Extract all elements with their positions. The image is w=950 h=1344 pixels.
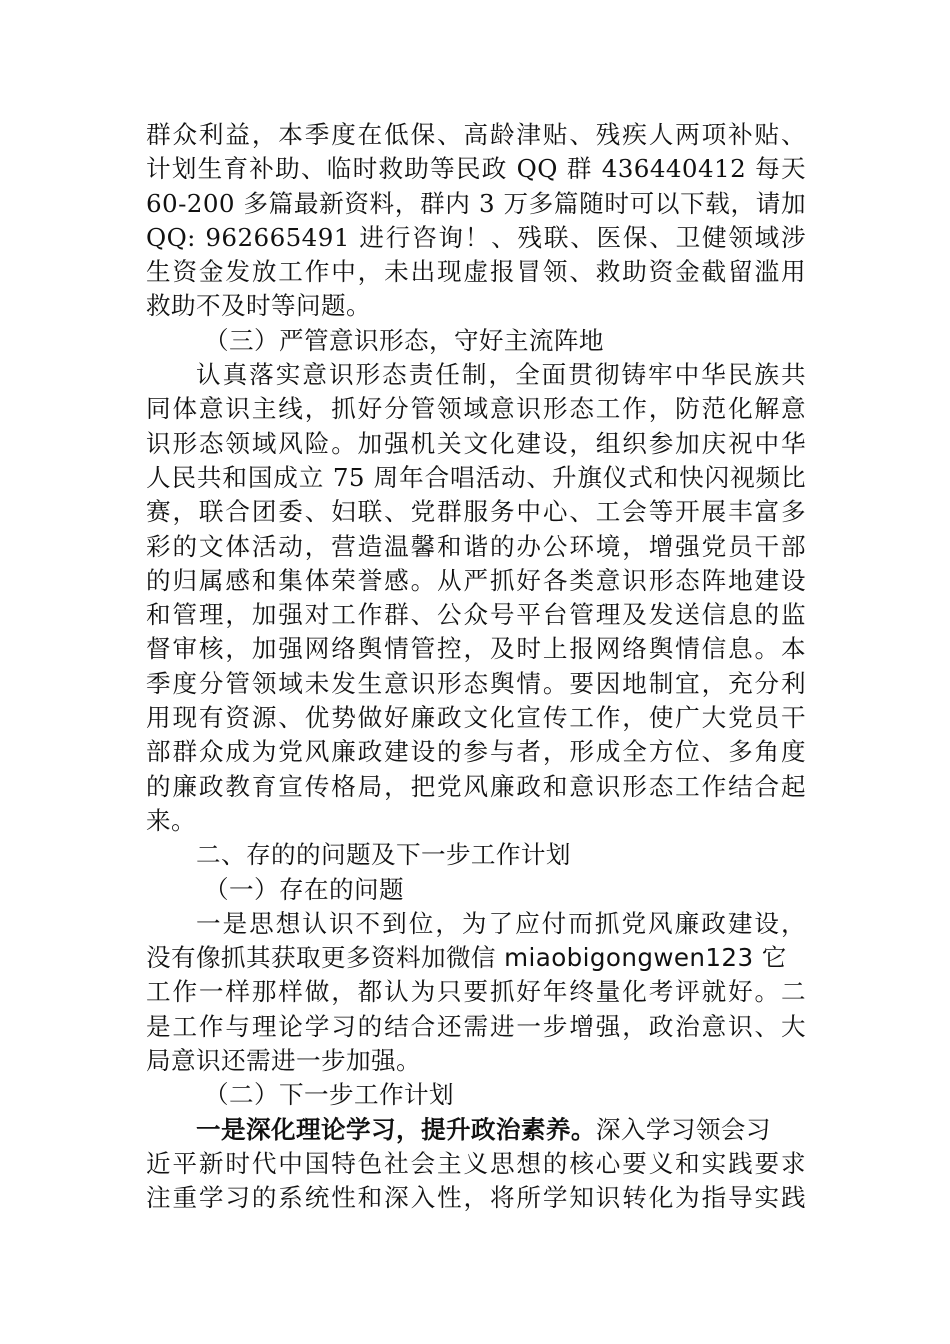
text-line-bold-lead (146, 1113, 806, 1147)
text-line: 注重学习的系统性和深入性，将所学知识转化为指导实践 (146, 1183, 806, 1213)
text-line-with-ad (146, 941, 806, 975)
section-heading-3: （三）严管意识形态，守好主流阵地 (204, 325, 604, 355)
text-line: 同体意识主线，抓好分管领域意识形态工作，防范化解意 (146, 394, 806, 424)
text-line: 是工作与理论学习的结合还需进一步增强，政治意识、大 (146, 1011, 806, 1041)
subsection-title-1: （一）存在的问题 (204, 874, 404, 904)
text-line: 赛，联合团委、妇联、党群服务中心、工会等开展丰富多 (146, 497, 806, 527)
text-line: 一是思想认识不到位，为了应付而抓党风廉政建设， (196, 908, 806, 938)
text-line: 计划生育补助、临时救助等民政 QQ 群 436440412 每天 (146, 154, 806, 184)
text-line: 和管理，加强对工作群、公众号平台管理及发送信息的监 (146, 600, 806, 630)
text-line: 局意识还需进一步加强。 (146, 1046, 421, 1076)
text-line: QQ: 962665491 进行咨询！、残联、医保、卫健领域涉 (146, 222, 806, 252)
text-fragment: 没有像抓其 (146, 943, 271, 973)
text-line: 部群众成为党风廉政建设的参与者，形成全方位、多角度 (146, 737, 806, 767)
text-line: 群众利益，本季度在低保、高龄津贴、残疾人两项补贴、 (146, 120, 806, 149)
text-line: 季度分管领域未发生意识形态舆情。要因地制宜，充分利 (146, 668, 806, 698)
document-page (146, 118, 806, 1216)
subsection-title-2: （二）下一步工作计划 (204, 1080, 454, 1110)
text-fragment: 深入学习领会习 (595, 1114, 771, 1144)
text-fragment: 它 (753, 943, 787, 973)
text-line: 救助不及时等问题。 (146, 291, 371, 321)
text-line: 彩的文体活动，营造温馨和谐的办公环境，增强党员干部 (146, 531, 806, 561)
text-line: 工作一样那样做，都认为只要抓好年终量化考评就好。二 (146, 977, 806, 1007)
text-line: 识形态领域风险。加强机关文化建设，组织参加庆祝中华 (146, 428, 806, 458)
watermark-ad-text: 获取更多资料加微信 miaobigongwen123 (270, 943, 754, 973)
text-line: 的归属感和集体荣誉感。从严抓好各类意识形态阵地建设 (146, 565, 806, 595)
text-line: 认真落实意识形态责任制，全面贯彻铸牢中华民族共 (196, 360, 806, 390)
text-line: 来。 (146, 805, 196, 835)
text-line: 生资金发放工作中，未出现虚报冒领、救助资金截留滥用 (146, 257, 806, 287)
text-line: 的廉政教育宣传格局，把党风廉政和意识形态工作结合起 (146, 771, 806, 801)
text-line: 人民共和国成立 75 周年合唱活动、升旗仪式和快闪视频比 (146, 462, 806, 492)
bold-lead-text: 一是深化理论学习，提升政治素养。 (196, 1114, 596, 1144)
text-line: 60-200 多篇最新资料，群内 3 万多篇随时可以下载，请加 (146, 188, 806, 218)
section-title-2: 二、存的的问题及下一步工作计划 (196, 840, 571, 870)
text-line: 用现有资源、优势做好廉政文化宣传工作，使广大党员干 (146, 703, 806, 733)
text-line: 近平新时代中国特色社会主义思想的核心要义和实践要求 (146, 1148, 806, 1178)
text-line: 督审核，加强网络舆情管控，及时上报网络舆情信息。本 (146, 634, 806, 664)
